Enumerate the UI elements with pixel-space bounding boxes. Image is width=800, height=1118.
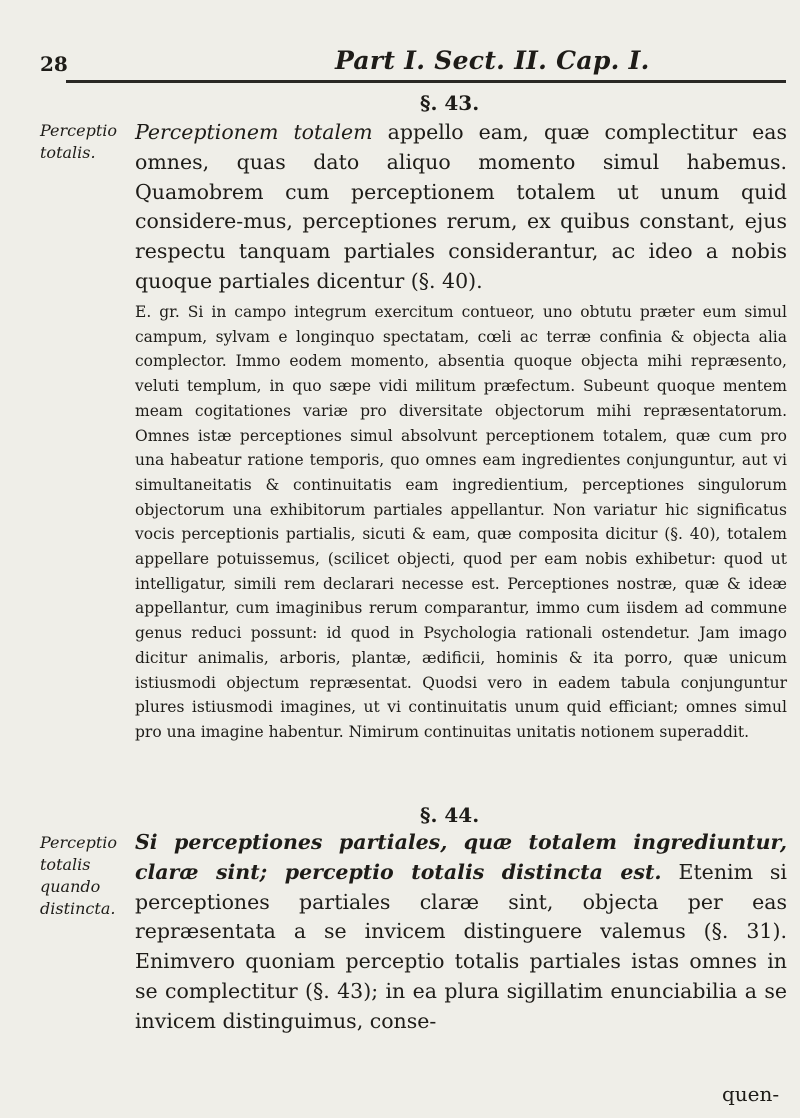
definition-text: appello eam, quæ complectitur eas omnes, quas dato aliquo momento simul habemus. Quamobrem cum perceptionem totalem ut unum quid considere-mus, perceptiones rerum, ex quibus constant, ejus respectu tanquam partiales considerantur, ac ideo a nobis quoque partiales dicentur (§. 40).: [135, 120, 787, 293]
section-number-44: §. 44.: [420, 803, 480, 827]
theorem-proof: Etenim si perceptiones partiales claræ sint, objecta per eas repræsentata a se invicem distinguere valemus (§. 31). Enimvero quoniam perceptio totalis partiales istas omnes in se complectitur (§. 43); in ea plura sigillatim enunciabilia a se invicem distinguimus, conse-: [135, 859, 787, 1033]
definition-lead: Perceptionem totalem: [135, 120, 373, 144]
header-rule: [66, 80, 786, 83]
margin-note-perceptio-distincta: Perceptio totalis quando distincta.: [40, 833, 118, 918]
page-number: 28: [40, 52, 68, 76]
catchword: quen-: [722, 1082, 780, 1106]
paragraph-43-example: [135, 300, 787, 745]
theorem-lead: Si perceptiones partiales, quæ totalem ingrediuntur, claræ sint; perceptio totalis distincta est.: [135, 830, 787, 884]
section-number-43: §. 43.: [420, 91, 480, 115]
paragraph-43-definition: [135, 118, 787, 297]
example-text: E. gr. Si in campo integrum exercitum contueor, uno obtutu præter eum simul campum, sylvam e longinquo spectatam, cœli ac terræ confinia & objecta alia complector. Immo eodem momento, absentia quoque objecta mihi repræsento, veluti templum, in quo sæpe vidi militum præfectum. Subeunt quoque mentem meam cogitationes variæ pro diversitate objectorum mihi repræsentatorum. Omnes istæ perceptiones simul absolvunt perceptionem totalem, quæ cum pro una habeatur ratione temporis, quo omnes eam ingredientes conjunguntur, aut vi simultaneitatis & continuitatis eam ingredientium, perceptiones singulorum objectorum una exhibitorum partiales appellantur. Non variatur hic significatus vocis perceptionis partialis, sicuti & eam, quæ composita dicitur (§. 40), totalem appellare potuissemus, (scilicet objecti, quod per eam nobis exhibetur: quod ut intelligatur, simili rem declarari necesse est. Perceptiones nostræ, quæ & ideæ appellantur, cum imaginibus rerum comparantur, immo cum iisdem ad commune genus reduci possunt: id quod in Psychologia rationali ostendetur. Jam imago dicitur animalis, arboris, plantæ, ædificii, hominis & ita porro, quæ unicum istiusmodi objectum repræsentat. Quodsi vero in eadem tabula conjunguntur plures istiusmodi imagines, ut vi continuitatis unum quid efficiant; omnes simul pro una imagine habentur. Nimirum continuitas unitatis notionem superaddit.: [135, 303, 787, 741]
margin-note-perceptio-totalis: Perceptio totalis.: [40, 121, 118, 162]
running-head: Part I. Sect. II. Cap. I.: [335, 46, 650, 75]
paragraph-44-theorem: [135, 828, 787, 1037]
